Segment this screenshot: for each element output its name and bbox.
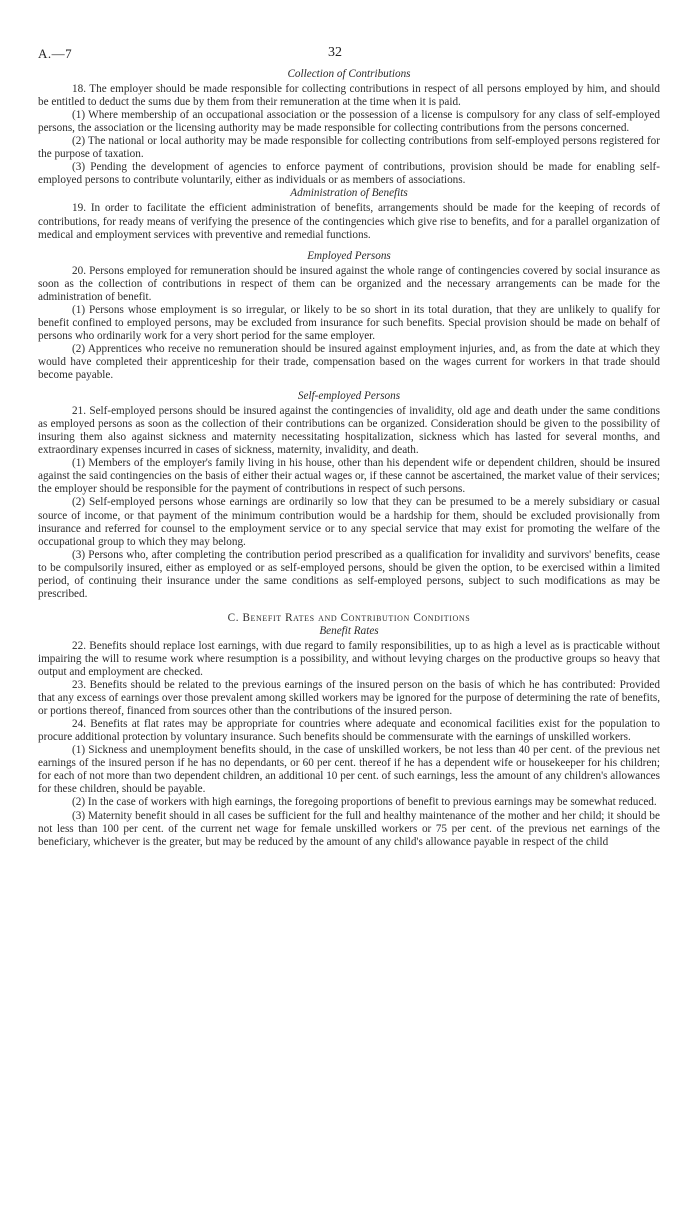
page-header (38, 0, 660, 68)
page-number: 32 (328, 45, 342, 60)
paragraph-24-1: (1) Sickness and unemployment benefits should, in the case of unskilled workers, be not less than 40 per cent. of the previous net earnings of the insured person if he has no dependants, or 60 per cent. thereof if he has a dependent wife or housekeeper for his children; for each of not more than two dependent children, an additional 10 per cent. of such earnings, less the amount of any children's allowances for these children, should be payable. (38, 744, 660, 796)
paragraph-24: 24. Benefits at flat rates may be appropriate for countries where adequate and economical facilities exist for the population to procure additional protection by voluntary insurance. Such benefits should be commensurate with the earnings of unskilled workers. (38, 718, 660, 744)
paragraph-20: 20. Persons employed for remuneration should be insured against the whole range of contingencies covered by social insurance as soon as the collection of contributions in respect of them can be organized and the necessary arrangements can be made for the administration of benefit. (38, 264, 660, 303)
section-heading-self-employed: Self-employed Persons (297, 390, 401, 403)
paragraph-21-2: (2) Self-employed persons whose earnings are ordinarily so low that they can be presumed to be a merely subsidiary or casual source of income, or that payment of the minimum contribution would be a hardship for them, should be excluded provisionally from insurance and referred for counsel to the employment service or to any special service that may exist for promoting the welfare of the occupational group to which they may belong. (38, 496, 660, 548)
section-heading-collection: Collection of Contributions (287, 68, 411, 80)
paragraph-22: 22. Benefits should replace lost earnings, with due regard to family responsibilities, up to as high a level as is practicable without impairing the will to resume work where resumption is a possibility, and without levying charges on the productive groups so heavy that output and employment are checked. (38, 639, 660, 679)
paragraph-18-1: (1) Where membership of an occupational association or the possession of a license is compulsory for any class of self-employed persons, the association or the licensing authority may be made responsible for collecting contributions from the persons concerned. (38, 109, 660, 135)
document-reference: A.—7 (38, 46, 73, 61)
paragraph-20-1: (1) Persons whose employment is so irregular, or likely to be so short in its total duration, that they are unlikely to qualify for benefit confined to employed persons, may be excluded from insurance for such benefits. Special provision should be made on behalf of persons who ordinarily work for a very short period for the same employer. (38, 303, 660, 342)
paragraph-20-2: (2) Apprentices who receive no remuneration should be insured against employment injuries, and, as from the date at which they would have completed their apprenticeship for their trade, compensation based on the wages current for workers in that trade should become payable. (38, 342, 660, 382)
section-heading-benefit-rates: Benefit Rates (319, 624, 379, 637)
paragraph-18-3: (3) Pending the development of agencies to enforce payment of contributions, provision should be made for enabling self-employed persons to contribute voluntarily, either as individuals or as members of associations. (38, 161, 660, 187)
paragraph-21: 21. Self-employed persons should be insured against the contingencies of invalidity, old age and death under the same conditions as employed persons as soon as the collection of their contributions can be organized. Consideration should be given to the possibility of insuring them also against sickness and maternity necessitating hospitalization, sickness which has lasted for several months, and extraordinary expenses incurred in cases of sickness, maternity, invalidity, and death. (38, 405, 660, 457)
paragraph-19: 19. In order to facilitate the efficient administration of benefits, arrangements should be made for the keeping of records of contributions, for ready means of verifying the presence of the contingencies which give rise to benefits, and for a parallel organization of medical and employment services with preventive and remedial functions. (38, 202, 660, 241)
paragraph-21-3: (3) Persons who, after completing the contribution period prescribed as a qualification for invalidity and survivors' benefits, cease to be compulsorily insured, either as employed or as self-employed persons, should be given the option, to be exercised within a limited period, of continuing their insurance under the same conditions as self-employed persons, subject to such modifications as may be prescribed. (38, 548, 660, 600)
paragraph-23: 23. Benefits should be related to the previous earnings of the insured person on the basis of which he has contributed: Provided that any excess of earnings over those prevalent among skilled workers may be ignored for the purpose of determining the rate of benefits, or portions thereof, financed from sources other than the contributions of the insured person. (38, 679, 660, 718)
section-heading-employed: Employed Persons (307, 249, 391, 262)
paragraph-24-3: (3) Maternity benefit should in all cases be sufficient for the full and healthy maintenance of the mother and her child; it should be not less than 100 per cent. of the current net wage for female unskilled workers or 75 per cent. of the previous net earnings of the beneficiary, whichever is the greater, but may be reduced by the amount of any child's allowance payable in respect of the child (38, 809, 660, 848)
document-page (38, 0, 660, 1214)
paragraph-18: 18. The employer should be made responsible for collecting contributions in respect of all persons employed by him, and should be entitled to deduct the sums due by them from their remuneration at the time when it is paid. (38, 83, 660, 109)
paragraph-18-2: (2) The national or local authority may be made responsible for collecting contributions from self-employed persons registered for the purpose of taxation. (38, 135, 660, 161)
part-c-heading: C. Benefit Rates and Contribution Conditions (227, 611, 471, 624)
paragraph-24-2: (2) In the case of workers with high earnings, the foregoing proportions of benefit to previous earnings may be somewhat reduced. (72, 796, 657, 809)
section-heading-administration: Administration of Benefits (290, 187, 408, 200)
paragraph-21-1: (1) Members of the employer's family living in his house, other than his dependent wife or dependent children, should be insured against the said contingencies on the basis of either their actual wages or, if these cannot be ascertained, the market value of their services; the employer should be responsible for the payment of contributions in respect of such persons. (38, 457, 660, 496)
